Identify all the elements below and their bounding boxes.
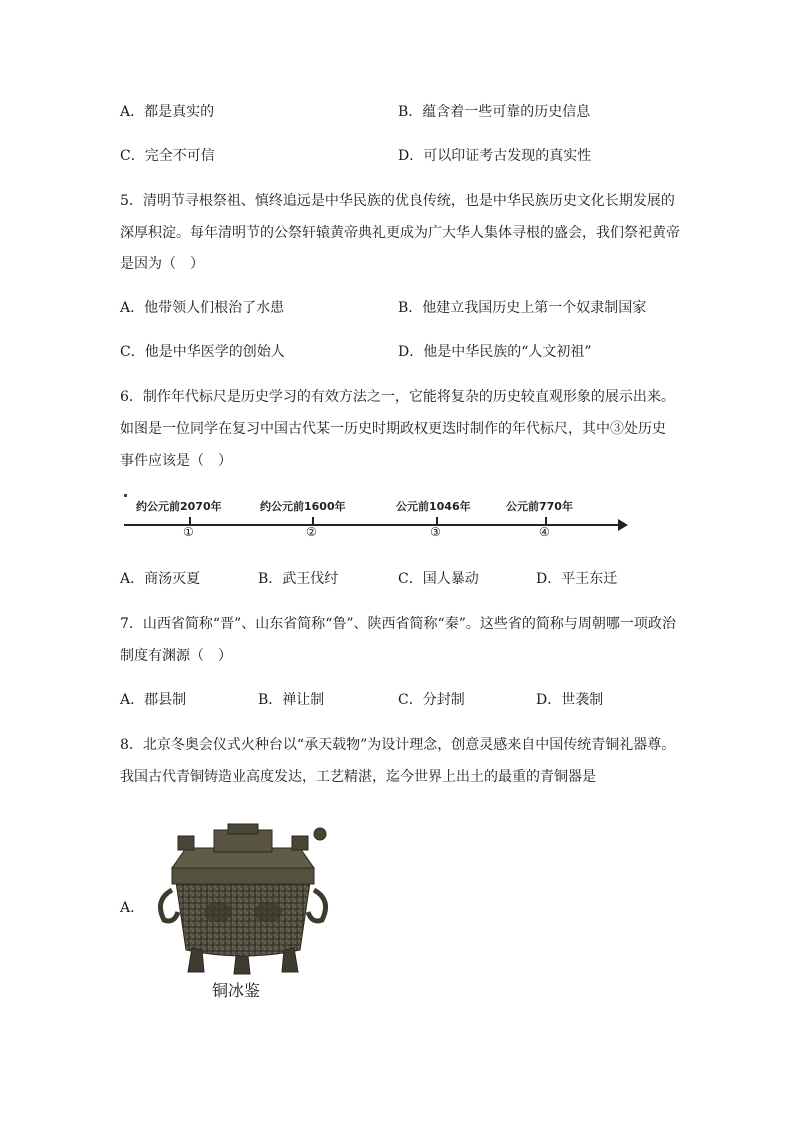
timeline-label-1: 约公元前2070年: [136, 500, 222, 513]
q5-stem-line3: 是因为（ ）: [120, 256, 204, 272]
q6-stem-line2: 如图是一位同学在复习中国古代某一历史时期政权更迭时制作的年代标尺，其中③处历史: [120, 421, 666, 437]
timeline-ruler: [120, 492, 630, 542]
timeline-tick-4: [545, 517, 547, 525]
timeline-dot-mark: [124, 494, 127, 497]
q4-option-d: D．可以印证考古发现的真实性: [398, 148, 592, 164]
q7-option-c: C．分封制: [398, 692, 465, 708]
q6-option-a: A．商汤灭夏: [120, 571, 201, 587]
q6-stem-line3: 事件应该是（ ）: [120, 453, 232, 469]
q7-stem-line1: 7．山西省简称“晋”、山东省简称“鲁”、陕西省简称“秦”。这些省的简称与周朝哪一项政治: [120, 616, 676, 632]
timeline-tick-3: [436, 517, 438, 525]
q5-option-b: B．他建立我国历史上第一个奴隶制国家: [398, 300, 647, 316]
timeline-tick-2: [312, 517, 314, 525]
timeline-arrow-icon: [618, 519, 628, 531]
q8-stem-line1: 8．北京冬奥会仪式火种台以“承天载物”为设计理念，创意灵感来自中国传统青铜礼器尊。: [120, 737, 676, 753]
q5-option-d: D．他是中华民族的“人文初祖”: [398, 344, 592, 360]
q7-option-d: D．世袭制: [536, 692, 604, 708]
q6-stem-line1: 6．制作年代标尺是历史学习的有效方法之一，它能将复杂的历史较直观形象的展示出来。: [120, 389, 675, 405]
timeline-marker-1: ①: [183, 525, 194, 539]
q7-option-a: A．郡县制: [120, 692, 187, 708]
q7-option-b: B．禅让制: [258, 692, 325, 708]
timeline-label-4: 公元前770年: [506, 500, 573, 513]
q7-stem-line2: 制度有渊源（ ）: [120, 648, 232, 664]
q6-option-b: B．武王伐纣: [258, 571, 339, 587]
timeline-tick-1: [189, 517, 191, 525]
q8-option-a-label: A．: [120, 900, 145, 916]
q6-option-d: D．平王东迁: [536, 571, 618, 587]
bronze-vessel-icon: [148, 820, 338, 980]
timeline-label-3: 公元前1046年: [396, 500, 471, 513]
q4-option-c: C．完全不可信: [120, 148, 215, 164]
q5-option-c: C．他是中华医学的创始人: [120, 344, 285, 360]
q4-option-b: B．蕴含着一些可靠的历史信息: [398, 104, 591, 120]
q5-stem-line2: 深厚积淀。每年清明节的公祭轩辕黄帝典礼更成为广大华人集体寻根的盛会，我们祭祀黄帝: [120, 225, 680, 241]
q5-stem-line1: 5．清明节寻根祭祖、慎终追远是中华民族的优良传统，也是中华民族历史文化长期发展的: [120, 193, 675, 209]
q8-stem-line2: 我国古代青铜铸造业高度发达，工艺精湛，迄今世界上出土的最重的青铜器是: [120, 769, 596, 785]
timeline-marker-2: ②: [306, 525, 317, 539]
timeline-label-2: 约公元前1600年: [260, 500, 346, 513]
q4-option-a: A．都是真实的: [120, 104, 215, 120]
q6-option-c: C．国人暴动: [398, 571, 479, 587]
timeline-marker-3: ③: [430, 525, 441, 539]
timeline-marker-4: ④: [539, 525, 550, 539]
q5-option-a: A．他带领人们根治了水患: [120, 300, 285, 316]
vessel-caption: 铜冰鉴: [212, 981, 261, 1000]
